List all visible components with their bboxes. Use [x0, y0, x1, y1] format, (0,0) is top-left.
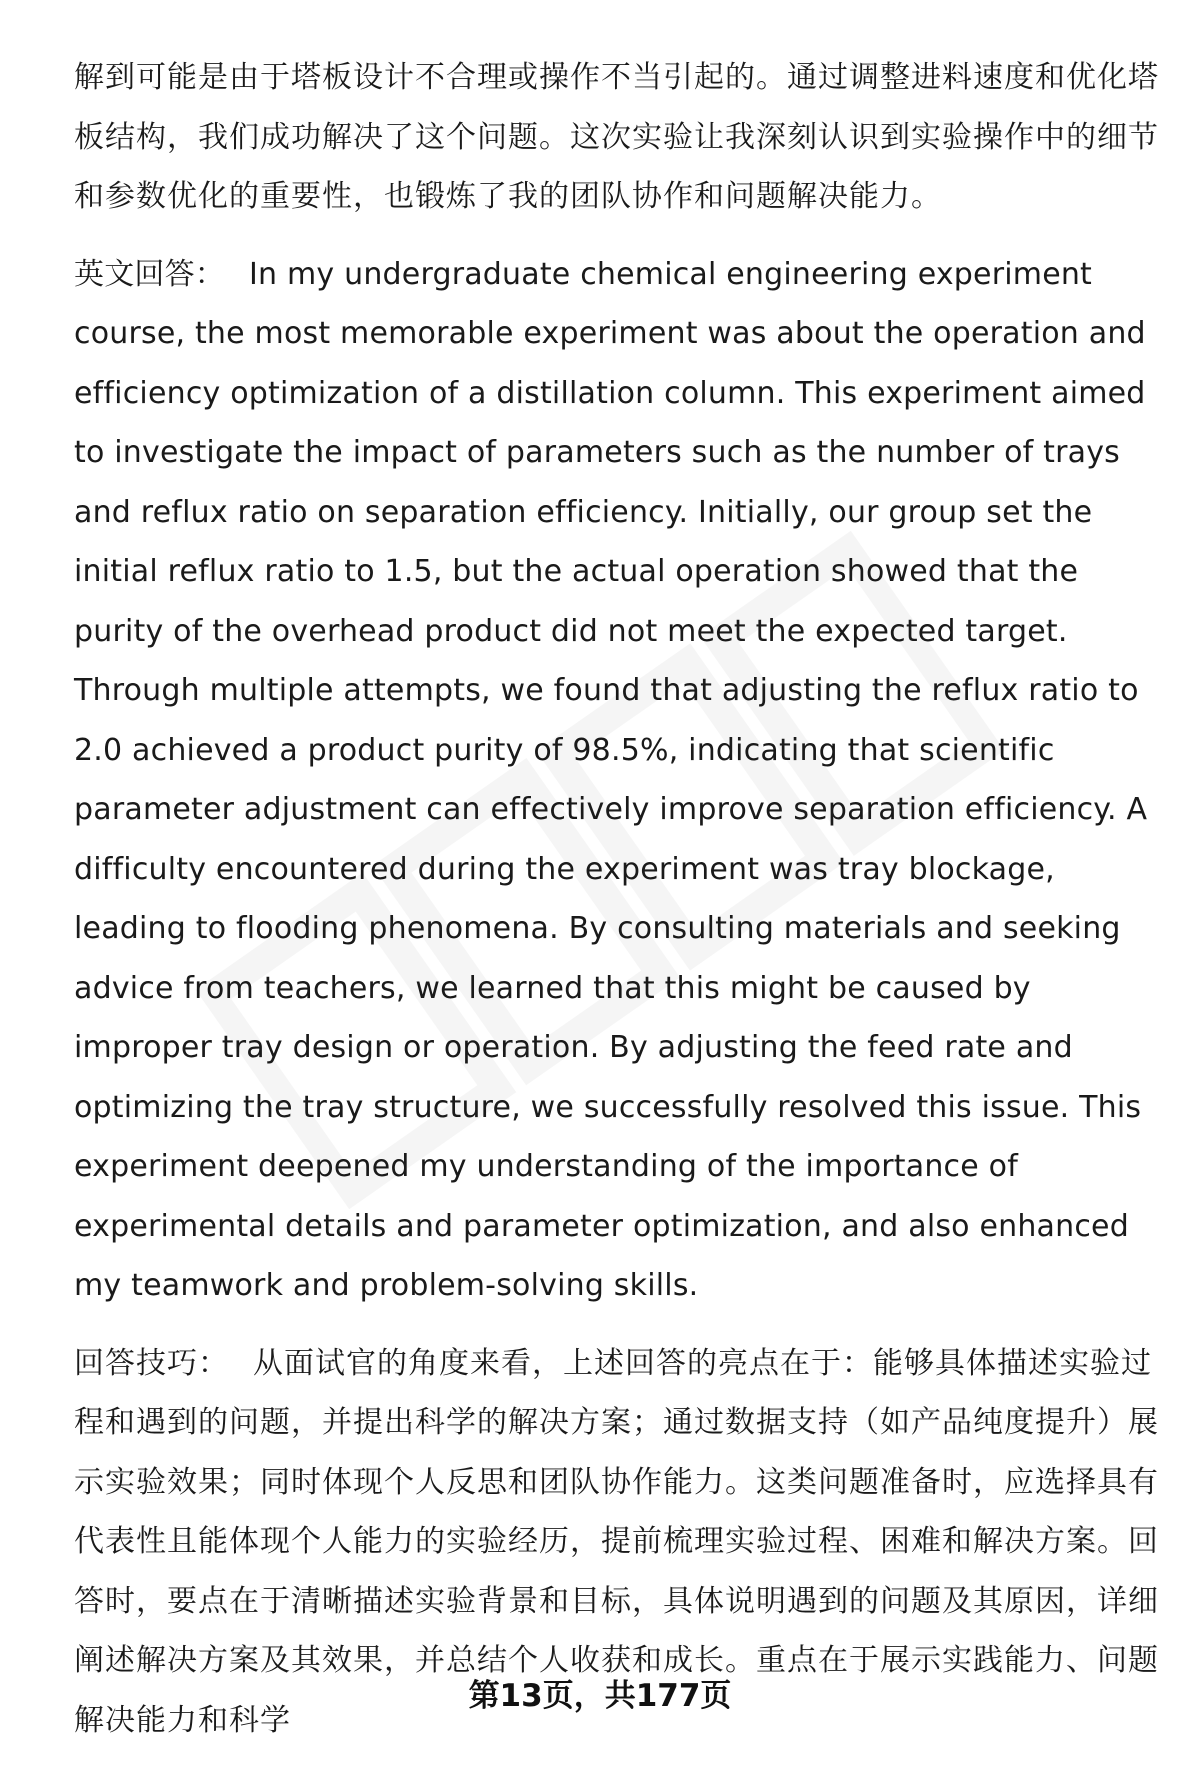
- page-number-footer: 第13页，共177页: [468, 1678, 732, 1714]
- paragraph-english-answer: [74, 245, 1164, 1316]
- paragraph-lead-label: 英文回答：: [74, 256, 225, 292]
- paragraph-text: 从面试官的角度来看，上述回答的亮点在于：能够具体描述实验过程和遇到的问题，并提出科学的解决方案；通过数据支持（如产品纯度提升）展示实验效果；同时体现个人反思和团队协作能力。这类问题准备时，应选择具有代表性且能体现个人能力的实验经历，提前梳理实验过程、困难和解决方案。回答时，要点在于清晰描述实验背景和目标，具体说明遇到的问题及其原因，详细阐述解决方案及其效果，并总结个人收获和成长。重点在于展示实践能力、问题解决能力和科学: [74, 1345, 1159, 1738]
- paragraph-chinese-continuation: [74, 48, 1164, 227]
- paragraph-text: 解到可能是由于塔板设计不合理或操作不当引起的。通过调整进料速度和优化塔板结构，我们成功解决了这个问题。这次实验让我深刻认识到实验操作中的细节和参数优化的重要性，也锻炼了我的团队协作和问题解决能力。: [74, 60, 1159, 214]
- document-body: [74, 48, 1164, 1768]
- paragraph-lead-label: 回答技巧：: [74, 1345, 229, 1381]
- paragraph-text: In my undergraduate chemical engineering experiment course, the most memorable experiment was about the operation and efficiency optimization of a distillation column. This experiment aimed to investigate the impact of parameters such as the number of trays and reflux ratio on separation efficiency. Initially, our group set the initial reflux ratio to 1.5, but the actual operation showed that the purity of the overhead product did not meet the expected target. Through multiple attempts, we found that adjusting the reflux ratio to 2.0 achieved a product purity of 98.5%, indicating that scientific parameter adjustment can effectively improve separation efficiency. A difficulty encountered during the experiment was tray blockage, leading to flooding phenomena. By consulting materials and seeking advice from teachers, we learned that this might be caused by improper tray design or operation. By adjusting the feed rate and optimizing the tray structure, we successfully resolved this issue. This experiment deepened my understanding of the importance of experimental details and parameter optimization, and also enhanced my teamwork and problem-solving skills.: [74, 256, 1148, 1303]
